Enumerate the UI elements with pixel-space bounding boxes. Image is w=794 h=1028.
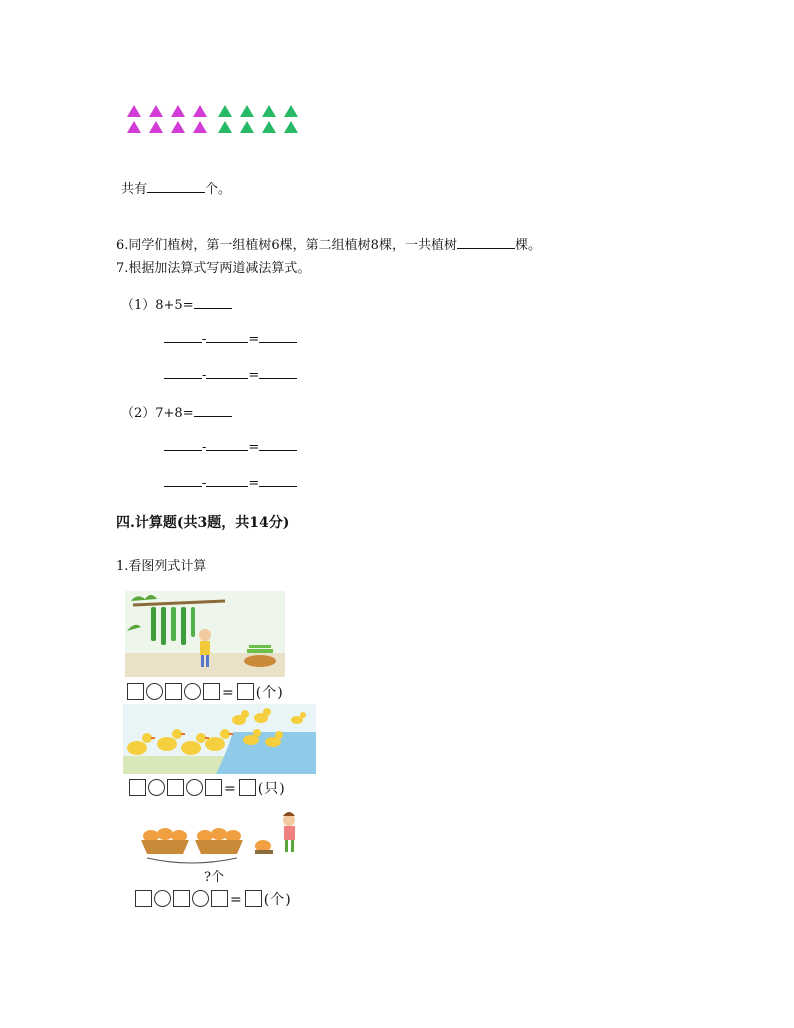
answer-blank[interactable]: [164, 438, 202, 451]
answer-box[interactable]: [165, 683, 182, 700]
unit-label: (只): [257, 781, 286, 797]
triangle-icon: [149, 121, 163, 133]
answer-blank[interactable]: [206, 366, 248, 379]
section-heading: 四.计算题(共3题，共14分): [116, 515, 290, 531]
triangle-icon: [262, 121, 276, 133]
answer-blank[interactable]: [259, 438, 297, 451]
triangle-icon: [127, 105, 141, 117]
operator-circle[interactable]: [154, 890, 171, 907]
pumpkin-baskets-image: [137, 808, 307, 866]
question-7-text: 7.根据加法算式写两道减法算式。: [116, 261, 311, 276]
answer-box[interactable]: [135, 890, 152, 907]
question-7-part-2: [121, 402, 232, 421]
total-suffix: 个。: [205, 182, 232, 197]
minus-sign: -: [202, 440, 207, 455]
equals-sign: =: [248, 476, 260, 491]
minus-sign: -: [202, 332, 207, 347]
equals-sign: =: [248, 368, 260, 383]
triangle-icon: [262, 105, 276, 117]
answer-blank[interactable]: [194, 296, 232, 309]
calc-question-1-text: 1.看图列式计算: [116, 559, 207, 574]
answer-box[interactable]: [245, 890, 262, 907]
question-mark-label: ?个: [204, 870, 224, 885]
total-prefix: 共有: [121, 182, 148, 197]
triangle-icon: [240, 105, 254, 117]
answer-blank[interactable]: [164, 366, 202, 379]
equals-sign: =: [248, 332, 260, 347]
equals-sign: =: [248, 440, 260, 455]
part-label: （2）7+8=: [121, 406, 194, 421]
minus-sign: -: [202, 476, 207, 491]
equals-sign: =: [230, 892, 243, 908]
answer-blank[interactable]: [206, 474, 248, 487]
vegetable-scene-image: [125, 591, 285, 677]
question-7-part-1: [121, 294, 232, 313]
formula-row-3: [135, 889, 294, 909]
answer-blank[interactable]: [164, 474, 202, 487]
triangle-icon: [149, 105, 163, 117]
equals-sign: =: [222, 685, 235, 701]
triangle-icon: [284, 121, 298, 133]
part-label: （1）8+5=: [121, 298, 194, 313]
triangle-icon: [171, 105, 185, 117]
answer-box[interactable]: [203, 683, 220, 700]
subtraction-row: [164, 474, 297, 491]
operator-circle[interactable]: [184, 683, 201, 700]
question-6-text: 6.同学们植树，第一组植树6棵，第二组植树8棵，一共植树: [116, 238, 457, 253]
triangle-icon: [218, 105, 232, 117]
subtraction-row: [164, 330, 297, 347]
answer-blank[interactable]: [457, 236, 515, 249]
triangle-icon: [171, 121, 185, 133]
question-6: [116, 234, 541, 253]
triangle-icon: [284, 105, 298, 117]
operator-circle[interactable]: [192, 890, 209, 907]
ducks-scene-image: [123, 704, 316, 774]
question-6-suffix: 棵。: [514, 238, 541, 253]
answer-box[interactable]: [211, 890, 228, 907]
answer-blank[interactable]: [164, 330, 202, 343]
answer-box[interactable]: [239, 779, 256, 796]
unit-label: (个): [263, 892, 292, 908]
triangle-icon: [240, 121, 254, 133]
triangle-icon: [218, 121, 232, 133]
operator-circle[interactable]: [146, 683, 163, 700]
answer-blank[interactable]: [194, 404, 232, 417]
answer-blank[interactable]: [206, 330, 248, 343]
formula-row-1: [127, 682, 286, 702]
equals-sign: =: [224, 781, 237, 797]
subtraction-row: [164, 366, 297, 383]
answer-box[interactable]: [127, 683, 144, 700]
formula-row-2: [129, 778, 288, 798]
answer-box[interactable]: [205, 779, 222, 796]
answer-blank[interactable]: [147, 180, 205, 193]
answer-blank[interactable]: [259, 366, 297, 379]
answer-box[interactable]: [173, 890, 190, 907]
unit-label: (个): [255, 685, 284, 701]
answer-box[interactable]: [129, 779, 146, 796]
answer-blank[interactable]: [206, 438, 248, 451]
answer-blank[interactable]: [259, 330, 297, 343]
answer-blank[interactable]: [259, 474, 297, 487]
triangle-icon: [193, 105, 207, 117]
answer-box[interactable]: [237, 683, 254, 700]
subtraction-row: [164, 438, 297, 455]
answer-box[interactable]: [167, 779, 184, 796]
total-question: [121, 178, 231, 197]
minus-sign: -: [202, 368, 207, 383]
triangle-icon: [193, 121, 207, 133]
operator-circle[interactable]: [186, 779, 203, 796]
triangle-icon: [127, 121, 141, 133]
operator-circle[interactable]: [148, 779, 165, 796]
